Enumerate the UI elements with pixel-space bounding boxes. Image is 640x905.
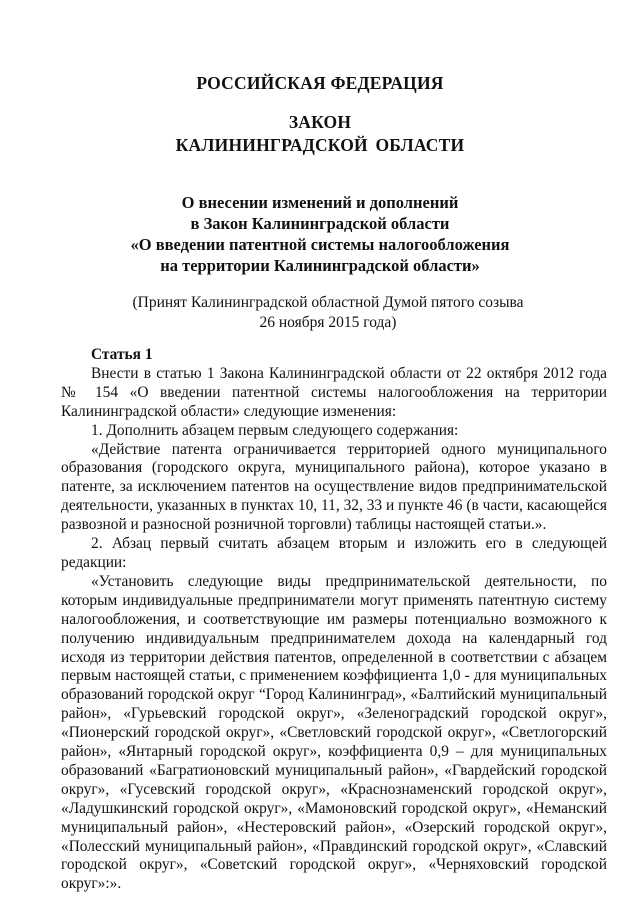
law-title-line: в Закон Калининградской области [190, 214, 450, 233]
article-paragraph: «Действие патента ограничивается территорией одного муниципального образования (городского округа, муниципального района), которое указано в патенте, за исключением патентов на осуществление видов предпринимательской деятельности, указанных в пунктах 10, 11, 32, 33 и пункте 46 (в части, касающейся развозной и разносной розничной торговли) таблицы настоящей статьи.». [61, 440, 607, 534]
law-title-line: О внесении изменений и дополнений [181, 193, 459, 212]
article-paragraph: «Установить следующие виды предпринимательской деятельности, по которым индивидуальные предприниматели могут применять патентную систему налогообложения, и соответствующие им размеры потенциально возможного к получению индивидуальным предпринимателем дохода на календарный год исходя из территории действия патентов, определенной в соответствии с абзацем первым настоящей статьи, с применением коэффициента 1,0 - для муниципальных образований городской округ “Город Калининград», «Балтийский муниципальный район», «Гурьевский городской округ», «Зеленоградский городской округ», «Пионерский городской округ», «Светловский городской округ», «Светлогорский район», «Янтарный городской округ», коэффициента 0,9 – для муниципальных образований «Багратионовский муниципальный район», «Гвардейский городской округ», «Гусевский городской округ», «Краснознаменский городской округ», «Ладушкинский городской округ», «Мамоновский городской округ», «Неманский муниципальный район», «Нестеровский район», «Озерский городской округ», «Полесский муниципальный район», «Правдинский городской округ», «Славский городской округ», «Советский городской округ», «Черняховский городской округ»:». [61, 572, 607, 893]
adoption-note [8, 293, 640, 333]
adoption-note-line: 26 ноября 2015 года) [259, 314, 397, 331]
article-paragraph: Внести в статью 1 Закона Калининградской области от 22 октября 2012 года № 154 «О введении патентной системы налогообложения на территории Калининградской области» следующие изменения: [61, 364, 607, 420]
article-body [61, 346, 607, 894]
law-title [0, 192, 640, 276]
article-paragraph: 2. Абзац первый считать абзацем вторым и изложить его в следующей редакции: [61, 535, 607, 571]
adoption-note-line: (Принят Калининградской областной Думой пятого созыва [132, 294, 524, 311]
law-title-line: на территории Калининградской области» [160, 256, 480, 275]
article-title: Статья 1 [91, 346, 153, 363]
article-paragraph: 1. Дополнить абзацем первым следующего содержания: [91, 421, 459, 439]
region-heading: КАЛИНИНГРАДСКОЙ ОБЛАСТИ [175, 135, 465, 155]
country-heading: РОССИЙСКАЯ ФЕДЕРАЦИЯ [196, 73, 444, 93]
law-title-line: «О введении патентной системы налогообложения [130, 235, 510, 254]
doc-type-heading: ЗАКОН [288, 112, 352, 132]
